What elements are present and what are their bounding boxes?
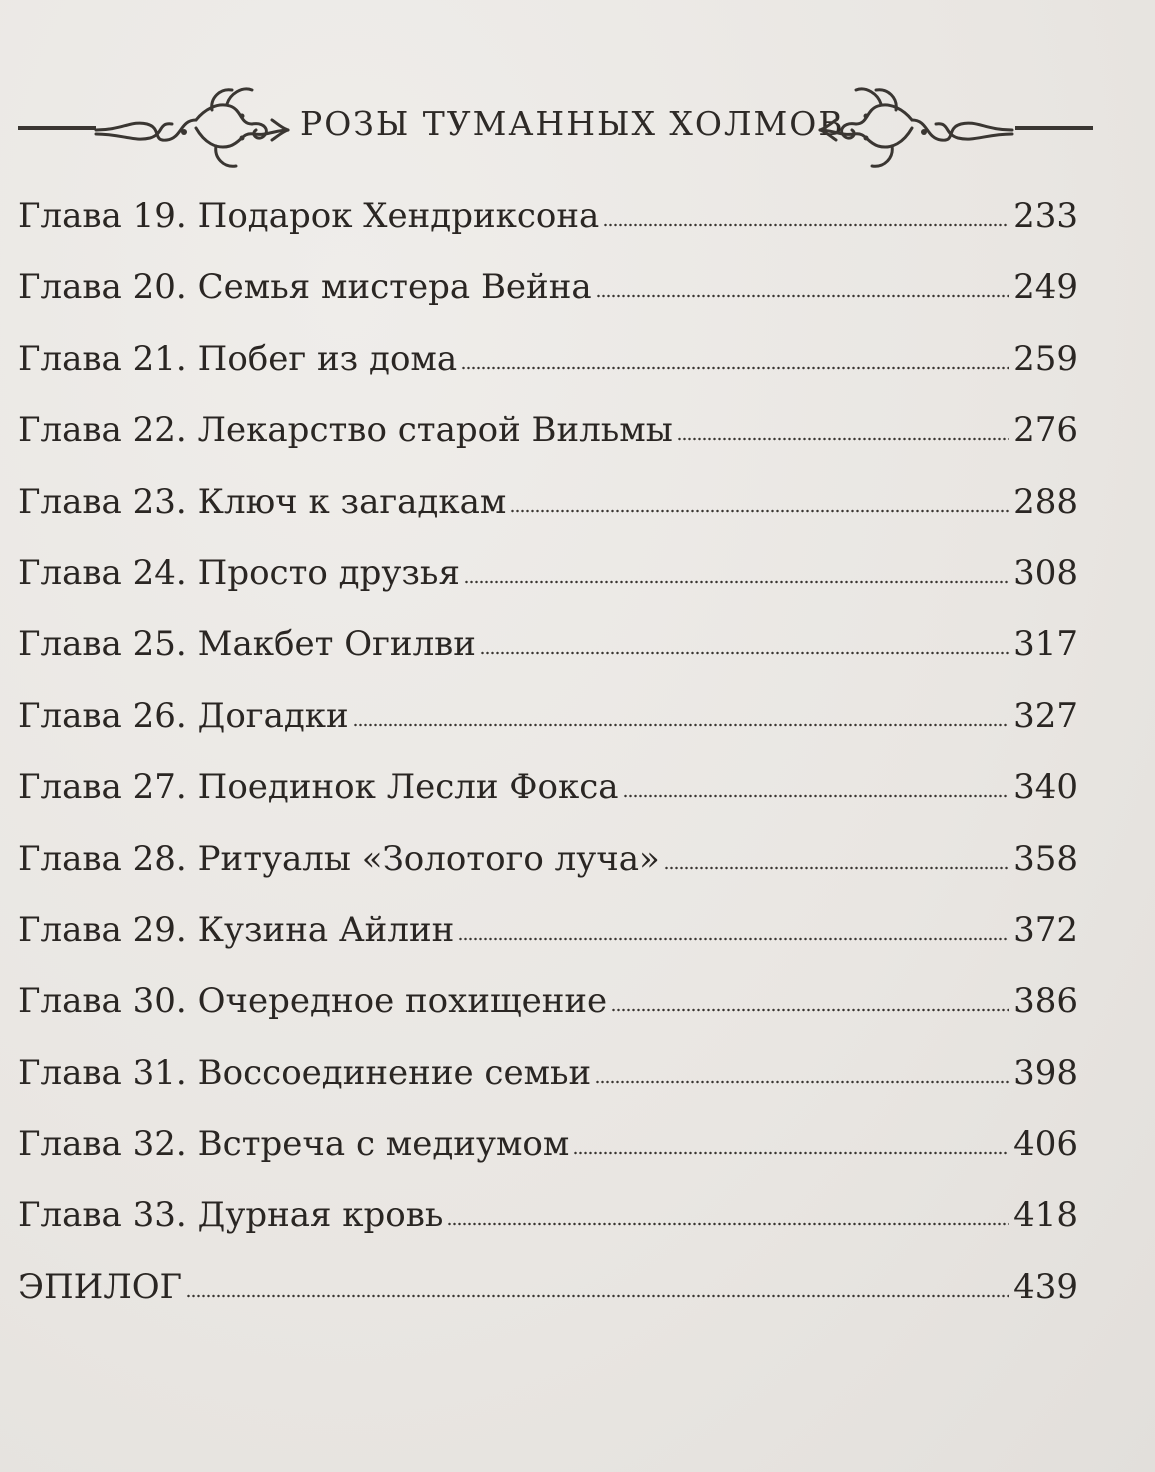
page-number: 439	[1013, 1266, 1078, 1307]
chapter-title: Просто друзья	[197, 552, 460, 593]
chapter-title: Поединок Лесли Фокса	[197, 767, 619, 808]
page-number: 249	[1013, 267, 1078, 308]
page-number: 372	[1013, 909, 1078, 950]
dot-leader	[464, 580, 1009, 584]
toc-entry	[18, 264, 1078, 335]
dot-leader	[573, 1151, 1009, 1155]
dot-leader	[461, 366, 1009, 370]
toc-entry	[18, 978, 1078, 1049]
page-number: 233	[1013, 196, 1078, 236]
chapter-title: Очередное похищение	[197, 981, 608, 1022]
dot-leader	[623, 794, 1010, 798]
chapter-title: Ключ к загадкам	[197, 481, 507, 522]
chapter-number: Глава 22.	[18, 410, 187, 451]
page-number: 398	[1013, 1052, 1078, 1093]
chapter-number: Глава 20.	[18, 267, 187, 308]
chapter-number: Глава 30.	[18, 981, 187, 1022]
chapter-title: Побег из дома	[197, 338, 458, 379]
page-number: 276	[1013, 410, 1078, 451]
chapter-title: Кузина Айлин	[197, 909, 455, 950]
dot-leader	[186, 1294, 1009, 1298]
chapter-number: Глава 33.	[18, 1195, 187, 1236]
dot-leader	[458, 937, 1009, 941]
toc-entry-epilogue	[18, 1264, 1078, 1335]
chapter-number: Глава 29.	[18, 909, 187, 950]
page-number: 340	[1013, 767, 1078, 808]
dot-leader	[510, 509, 1009, 513]
dot-leader	[664, 866, 1009, 870]
chapter-title: Подарок Хендриксона	[197, 196, 600, 236]
toc-entry	[18, 336, 1078, 407]
chapter-title: Семья мистера Вейна	[197, 267, 592, 308]
table-of-contents	[18, 193, 1078, 1335]
page-number: 317	[1013, 624, 1078, 665]
chapter-title: Макбет Огилви	[197, 624, 476, 665]
toc-entry	[18, 764, 1078, 835]
page-number: 418	[1013, 1195, 1078, 1236]
toc-entry	[18, 621, 1078, 692]
chapter-number: Глава 23.	[18, 481, 187, 522]
dot-leader	[611, 1008, 1009, 1012]
chapter-number: Глава 19.	[18, 196, 187, 236]
toc-entry	[18, 479, 1078, 550]
toc-entry	[18, 1192, 1078, 1263]
chapter-title: Дурная кровь	[197, 1195, 444, 1236]
chapter-title: Лекарство старой Вильмы	[197, 410, 673, 451]
running-header	[0, 80, 1155, 180]
page-number: 288	[1013, 481, 1078, 522]
chapter-title: Ритуалы «Золотого луча»	[197, 838, 660, 879]
chapter-title: ЭПИЛОГ	[18, 1266, 183, 1307]
dot-leader	[677, 437, 1009, 441]
chapter-title: Воссоединение семьи	[197, 1052, 592, 1093]
chapter-number: Глава 24.	[18, 552, 187, 593]
chapter-number: Глава 26.	[18, 695, 187, 736]
dot-leader	[596, 294, 1009, 298]
dot-leader	[595, 1080, 1009, 1084]
book-title: РОЗЫ ТУМАННЫХ ХОЛМОВ	[300, 104, 845, 143]
toc-entry	[18, 407, 1078, 478]
dot-leader	[447, 1222, 1009, 1226]
chapter-title: Догадки	[197, 695, 349, 736]
chapter-title: Встреча с медиумом	[197, 1124, 570, 1165]
chapter-number: Глава 27.	[18, 767, 187, 808]
page-number: 259	[1013, 338, 1078, 379]
chapter-number: Глава 31.	[18, 1052, 187, 1093]
page-number: 386	[1013, 981, 1078, 1022]
flourish-ornament-left-icon	[92, 80, 292, 180]
page-number: 308	[1013, 552, 1078, 593]
chapter-number: Глава 32.	[18, 1124, 187, 1165]
page-number: 327	[1013, 695, 1078, 736]
header-rule-right	[1015, 126, 1093, 130]
page-number: 358	[1013, 838, 1078, 879]
toc-entry	[18, 907, 1078, 978]
chapter-number: Глава 28.	[18, 838, 187, 879]
page-number: 406	[1013, 1124, 1078, 1165]
toc-entry	[18, 836, 1078, 907]
header-rule-left	[18, 126, 96, 130]
toc-entry	[18, 550, 1078, 621]
toc-entry	[18, 1121, 1078, 1192]
chapter-number: Глава 21.	[18, 338, 187, 379]
toc-entry	[18, 693, 1078, 764]
dot-leader	[353, 723, 1009, 727]
toc-entry	[18, 193, 1078, 264]
toc-entry	[18, 1050, 1078, 1121]
dot-leader	[603, 223, 1009, 227]
dot-leader	[480, 651, 1009, 655]
flourish-ornament-right-icon	[816, 80, 1016, 180]
chapter-number: Глава 25.	[18, 624, 187, 665]
